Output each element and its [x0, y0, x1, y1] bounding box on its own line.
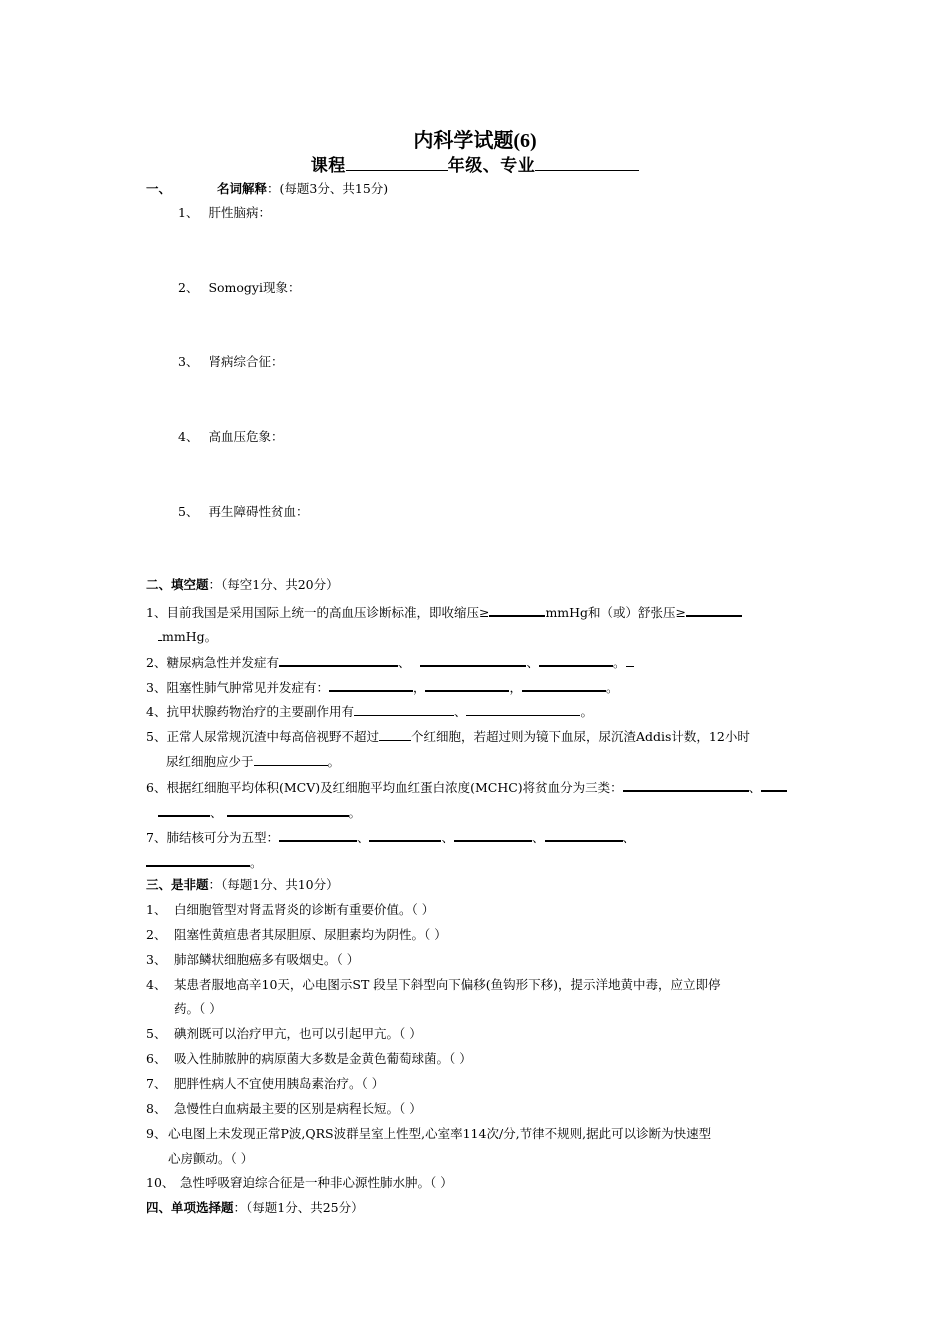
- course-line: [0, 151, 950, 176]
- fill-question-6-cont: [158, 802, 361, 822]
- q7-blank-3[interactable]: [454, 827, 532, 842]
- tf-question-cont: [146, 1150, 253, 1168]
- tf-number: 7、: [146, 1076, 167, 1091]
- q4-blank-2[interactable]: [466, 702, 580, 716]
- term-item: [178, 353, 283, 371]
- fill-question-4: [146, 702, 593, 721]
- tf-text: 白细胞管型对肾盂肾炎的诊断有重要价值。（ ）: [174, 902, 435, 917]
- grade-label: 年级、专业: [447, 156, 536, 176]
- tf-question: [146, 926, 447, 944]
- q2-period: 。: [613, 655, 626, 670]
- fill-question-6: [146, 777, 787, 797]
- q3-sep: ，: [509, 680, 522, 695]
- section1-heading: [146, 180, 388, 198]
- q7-blank-2[interactable]: [369, 827, 441, 842]
- term-item: [178, 428, 283, 446]
- tf-question: [146, 1174, 453, 1192]
- q6-blank-1[interactable]: [623, 777, 749, 792]
- tf-text: 阻塞性黄疸患者其尿胆原、尿胆素均为阴性。（ ）: [174, 927, 447, 942]
- section3-note: ：（每题1分、共10分）: [208, 877, 339, 892]
- section4-label: 四、单项选择题: [146, 1200, 234, 1215]
- q2-blank-1[interactable]: [279, 652, 398, 667]
- tf-question: [146, 1125, 711, 1143]
- q2-text: 2、糖尿病急性并发症有: [146, 655, 279, 670]
- tf-number: 9、: [146, 1126, 167, 1141]
- q3-blank-3[interactable]: [522, 677, 606, 692]
- tf-question: [146, 1050, 472, 1068]
- tf-number: 6、: [146, 1051, 167, 1066]
- section4-heading: [146, 1199, 364, 1217]
- section3-heading: [146, 876, 339, 894]
- q2-sep: 、: [397, 655, 411, 670]
- tf-text: 吸入性肺脓肿的病原菌大多数是金黄色葡萄球菌。（ ）: [174, 1051, 472, 1066]
- q5-blank-1[interactable]: [379, 727, 411, 741]
- section4-note: ：（每题1分、共25分）: [233, 1200, 364, 1215]
- page-title: 内科学试题(6): [413, 130, 537, 152]
- q7-text: 7、肺结核可分为五型：: [146, 830, 279, 845]
- term-item-text: 肾病综合征：: [208, 354, 284, 369]
- q7-sep: 、: [356, 830, 370, 845]
- tf-number: 2、: [146, 927, 167, 942]
- tf-text: 药。（ ）: [174, 1001, 222, 1016]
- tf-question: [146, 976, 721, 994]
- tf-number: 3、: [146, 952, 167, 967]
- tf-number: 10、: [146, 1175, 175, 1190]
- q6-blank-2a[interactable]: [761, 777, 787, 792]
- q6-period: 。: [348, 805, 362, 820]
- term-item-text: Somogyi现象：: [208, 280, 301, 295]
- tf-question: [146, 1075, 384, 1093]
- term-item: [178, 279, 300, 297]
- fill-question-2: [146, 652, 634, 672]
- tf-text: 某患者服地高辛10天，心电图示ST 段呈下斜型向下偏移(鱼钩形下移)，提示洋地黄中毒，应立即停: [174, 977, 721, 992]
- term-item: [178, 503, 308, 521]
- tf-text: 心电图上未发现正常P波,QRS波群呈室上性型,心室率114次/分,节律不规则,据此可以诊断为快速型: [168, 1126, 712, 1141]
- tf-text: 肥胖性病人不宜使用胰岛素治疗。（ ）: [174, 1076, 385, 1091]
- q2-blank-tail: [626, 653, 634, 667]
- q1-blank-systolic[interactable]: [489, 602, 545, 617]
- q5-text-c: 尿红细胞应少于: [166, 754, 254, 769]
- tf-text: 急性呼吸窘迫综合征是一种非心源性肺水肿。（ ）: [180, 1175, 453, 1190]
- q6-blank-3[interactable]: [227, 802, 349, 817]
- fill-question-5-cont: [166, 752, 340, 771]
- q5-text-a: 5、正常人尿常规沉渣中每高倍视野不超过: [146, 729, 379, 744]
- q1-text-a: 1、目前我国是采用国际上统一的高血压诊断标准，即收缩压≥: [146, 605, 490, 620]
- q4-text: 4、抗甲状腺药物治疗的主要副作用有: [146, 704, 354, 719]
- q1-text-b: mmHg和（或）舒张压≥: [545, 605, 687, 620]
- term-item-text: 高血压危象：: [208, 429, 284, 444]
- section2-heading: [146, 576, 339, 594]
- q4-blank-1[interactable]: [354, 702, 454, 716]
- section1-label: 名词解释: [217, 181, 268, 196]
- q2-blank-3[interactable]: [539, 652, 613, 667]
- grade-blank[interactable]: [535, 157, 639, 171]
- q2-sep: 、: [526, 655, 539, 670]
- q5-text-b: 个红细胞，若超过则为镜下血尿，尿沉渣Addis计数，12小时: [410, 729, 750, 744]
- term-item-text: 肝性脑病：: [208, 205, 271, 220]
- tf-text: 碘剂既可以治疗甲亢，也可以引起甲亢。（ ）: [174, 1026, 422, 1041]
- tf-question-cont: [146, 1000, 222, 1018]
- tf-text: 急慢性白血病最主要的区别是病程长短。（ ）: [174, 1101, 422, 1116]
- fill-question-3: [146, 677, 619, 697]
- term-item-number: 1、: [178, 205, 199, 220]
- term-item: [178, 204, 271, 222]
- q3-blank-1[interactable]: [329, 677, 413, 692]
- q7-sep: 、: [441, 830, 454, 845]
- tf-number: 4、: [146, 977, 167, 992]
- q7-blank-1[interactable]: [279, 827, 357, 842]
- q4-sep: 、: [453, 704, 467, 719]
- tf-number: 8、: [146, 1101, 167, 1116]
- q6-sep: 、: [748, 780, 762, 795]
- q7-blank-4[interactable]: [545, 827, 623, 842]
- section2-label: 二、填空题: [146, 577, 209, 592]
- term-item-text: 再生障碍性贫血：: [208, 504, 309, 519]
- section1-number: 一、: [146, 181, 172, 196]
- q3-blank-2[interactable]: [425, 677, 509, 692]
- tf-number: 5、: [146, 1026, 167, 1041]
- tf-question: [146, 901, 434, 919]
- q3-sep: ，: [412, 680, 426, 695]
- q1-text-c: mmHg。: [162, 629, 218, 644]
- tf-text: 肺部鳞状细胞癌多有吸烟史。（ ）: [174, 952, 360, 967]
- q1-blank-diastolic[interactable]: [686, 602, 742, 617]
- q7-period: 。: [250, 855, 263, 870]
- q7-sep: 、: [532, 830, 545, 845]
- q5-period: 。: [327, 754, 341, 769]
- q6-text: 6、根据红细胞平均体积(MCV)及红细胞平均血红蛋白浓度(MCHC)将贫血分为三类：: [146, 780, 623, 795]
- fill-question-5: [146, 727, 750, 746]
- term-item-number: 2、: [178, 280, 199, 295]
- q2-blank-2[interactable]: [420, 652, 526, 667]
- q6-sep: 、: [210, 805, 223, 820]
- tf-number: 1、: [146, 902, 167, 917]
- q7-blank-5[interactable]: [146, 852, 250, 867]
- term-item-number: 4、: [178, 429, 199, 444]
- q3-period: 。: [606, 680, 619, 695]
- fill-question-7: [146, 827, 635, 847]
- q7-sep: 、: [622, 830, 636, 845]
- fill-question-1: [146, 602, 742, 622]
- tf-text: 心房颤动。（ ）: [168, 1151, 254, 1166]
- tf-question: [146, 1100, 422, 1118]
- q5-blank-2[interactable]: [254, 752, 328, 766]
- tf-question: [146, 951, 359, 969]
- q4-period: 。: [580, 704, 593, 719]
- tf-question: [146, 1025, 422, 1043]
- fill-question-1-cont: [158, 627, 217, 646]
- course-blank[interactable]: [346, 157, 448, 171]
- q3-text: 3、阻塞性肺气肿常见并发症有：: [146, 680, 329, 695]
- fill-question-7-cont: [146, 852, 263, 872]
- term-item-number: 5、: [178, 504, 199, 519]
- q6-blank-2b[interactable]: [158, 802, 210, 817]
- term-item-number: 3、: [178, 354, 199, 369]
- section3-label: 三、是非题: [146, 877, 209, 892]
- course-label: 课程: [310, 156, 346, 176]
- section2-note: ：（每空1分、共20分）: [208, 577, 339, 592]
- section1-note: ：(每题3分、共15分): [267, 181, 389, 196]
